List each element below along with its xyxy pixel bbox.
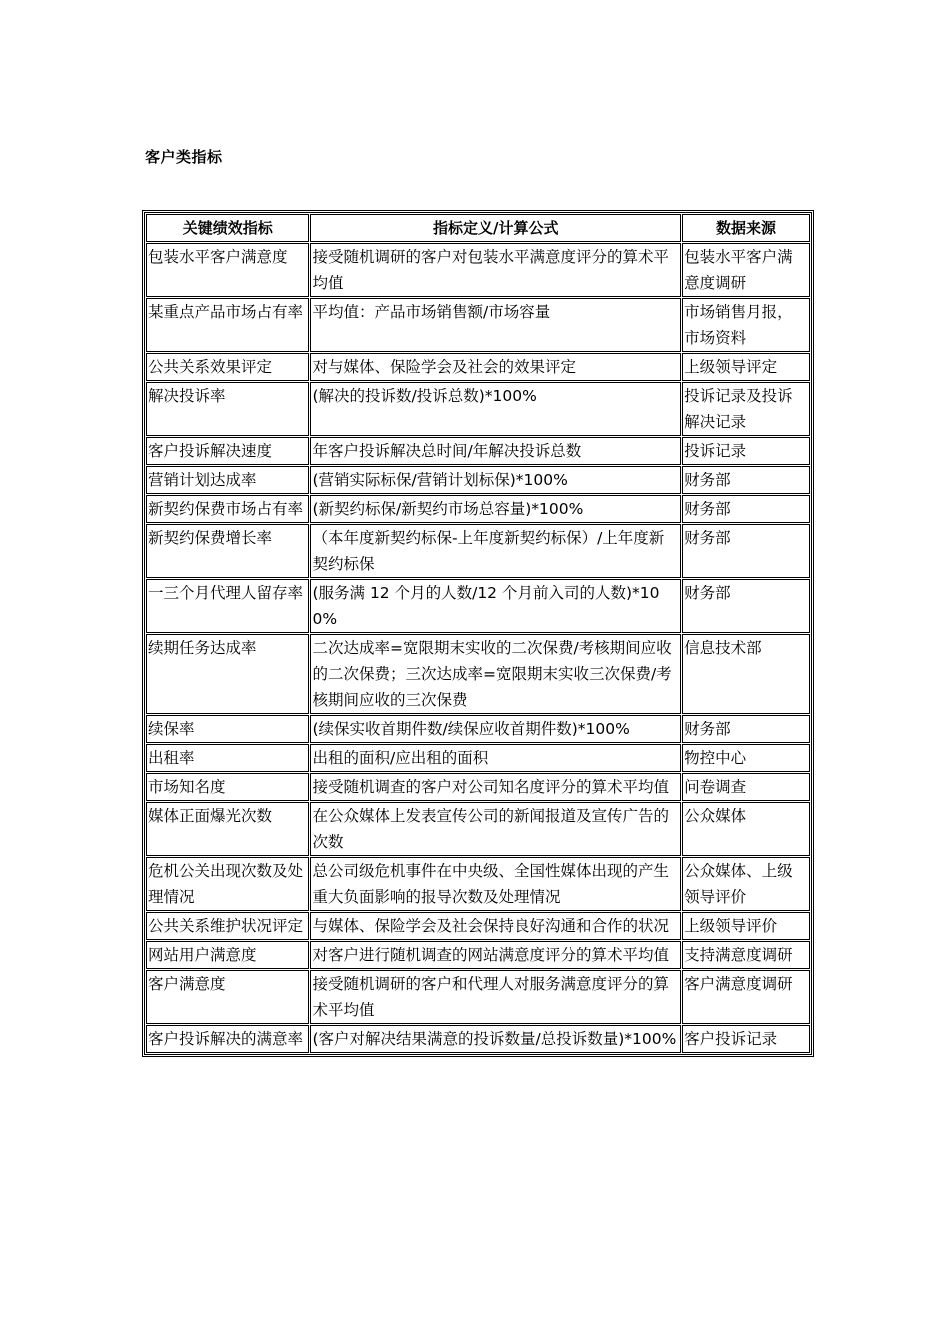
table-row [146,382,810,436]
source-cell: 公众媒体、上级领导评价 [682,857,810,911]
definition-cell: 二次达成率=宽限期末实收的二次保费/考核期间应收的二次保费；三次达成率=宽限期末实收三次保费/考核期间应收的三次保费 [310,634,681,714]
source-cell: 投诉记录 [682,437,810,465]
source-cell: 问卷调查 [682,773,810,801]
kpi-name-cell: 公共关系效果评定 [146,353,309,381]
source-cell: 财务部 [682,495,810,523]
table-row [146,857,810,911]
definition-cell: 接受随机调查的客户对公司知名度评分的算术平均值 [310,773,681,801]
source-cell: 投诉记录及投诉解决记录 [682,382,810,436]
definition-cell: 接受随机调研的客户对包装水平满意度评分的算术平均值 [310,243,681,297]
source-cell: 物控中心 [682,744,810,772]
kpi-name-cell: 市场知名度 [146,773,309,801]
definition-cell: 对客户进行随机调查的网站满意度评分的算术平均值 [310,941,681,969]
table-row [146,524,810,578]
definition-cell: （本年度新契约标保-上年度新契约标保）/上年度新契约标保 [310,524,681,578]
source-cell: 财务部 [682,715,810,743]
definition-cell: 年客户投诉解决总时间/年解决投诉总数 [310,437,681,465]
definition-cell: 平均值：产品市场销售额/市场容量 [310,298,681,352]
definition-cell: (续保实收首期件数/续保应收首期件数)*100% [310,715,681,743]
source-cell: 上级领导评定 [682,353,810,381]
table-row [146,634,810,714]
definition-cell: 在公众媒体上发表宣传公司的新闻报道及宣传广告的次数 [310,802,681,856]
kpi-name-cell: 媒体正面爆光次数 [146,802,309,856]
table-row [146,773,810,801]
page-title: 客户类指标 [145,148,223,166]
table-row [146,437,810,465]
kpi-table [144,212,812,1055]
kpi-name-cell: 客户满意度 [146,970,309,1024]
definition-cell: (新契约标保/新契约市场总容量)*100% [310,495,681,523]
source-cell: 财务部 [682,466,810,494]
source-cell: 客户满意度调研 [682,970,810,1024]
table-row [146,298,810,352]
table-row [146,495,810,523]
kpi-name-cell: 客户投诉解决速度 [146,437,309,465]
table-row [146,744,810,772]
kpi-name-cell: 续期任务达成率 [146,634,309,714]
kpi-name-cell: 网站用户满意度 [146,941,309,969]
kpi-name-cell: 客户投诉解决的满意率 [146,1025,309,1053]
table-row [146,353,810,381]
source-cell: 包装水平客户满意度调研 [682,243,810,297]
table-row [146,579,810,633]
source-cell: 上级领导评价 [682,912,810,940]
kpi-name-cell: 危机公关出现次数及处理情况 [146,857,309,911]
source-cell: 信息技术部 [682,634,810,714]
source-cell: 财务部 [682,579,810,633]
table-row [146,970,810,1024]
definition-cell: 与媒体、保险学会及社会保持良好沟通和合作的状况 [310,912,681,940]
column-header-kpi: 关键绩效指标 [146,214,309,242]
column-header-source: 数据来源 [682,214,810,242]
table-row [146,912,810,940]
table-row [146,1025,810,1053]
definition-cell: (解决的投诉数/投诉总数)*100% [310,382,681,436]
table-header-row [146,214,810,242]
source-cell: 支持满意度调研 [682,941,810,969]
kpi-name-cell: 包装水平客户满意度 [146,243,309,297]
source-cell: 财务部 [682,524,810,578]
column-header-definition: 指标定义/计算公式 [310,214,681,242]
kpi-name-cell: 出租率 [146,744,309,772]
table-row [146,466,810,494]
definition-cell: 总公司级危机事件在中央级、全国性媒体出现的产生重大负面影响的报导次数及处理情况 [310,857,681,911]
table-row [146,941,810,969]
definition-cell: 接受随机调研的客户和代理人对服务满意度评分的算术平均值 [310,970,681,1024]
kpi-name-cell: 营销计划达成率 [146,466,309,494]
kpi-name-cell: 一三个月代理人留存率 [146,579,309,633]
kpi-name-cell: 解决投诉率 [146,382,309,436]
source-cell: 市场销售月报，市场资料 [682,298,810,352]
kpi-name-cell: 某重点产品市场占有率 [146,298,309,352]
definition-cell: (服务满 12 个月的人数/12 个月前入司的人数)*100% [310,579,681,633]
definition-cell: (客户对解决结果满意的投诉数量/总投诉数量)*100% [310,1025,681,1053]
kpi-name-cell: 公共关系维护状况评定 [146,912,309,940]
source-cell: 客户投诉记录 [682,1025,810,1053]
kpi-name-cell: 新契约保费市场占有率 [146,495,309,523]
table-row [146,802,810,856]
table-row [146,243,810,297]
table-body [146,243,810,1053]
definition-cell: (营销实际标保/营销计划标保)*100% [310,466,681,494]
kpi-name-cell: 新契约保费增长率 [146,524,309,578]
source-cell: 公众媒体 [682,802,810,856]
table-row [146,715,810,743]
definition-cell: 出租的面积/应出租的面积 [310,744,681,772]
definition-cell: 对与媒体、保险学会及社会的效果评定 [310,353,681,381]
kpi-name-cell: 续保率 [146,715,309,743]
